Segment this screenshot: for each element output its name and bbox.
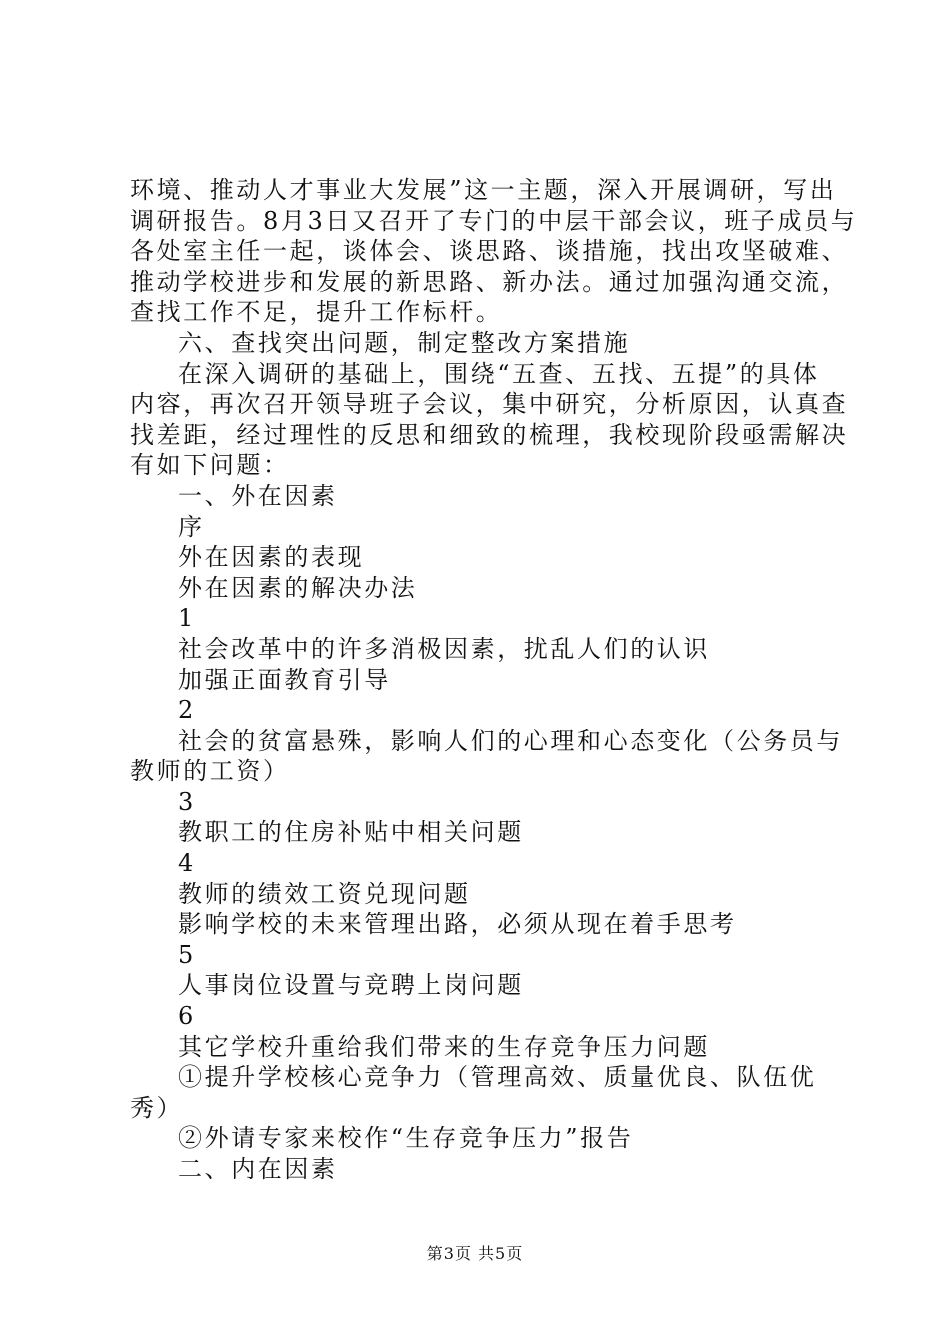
- text-line: 6: [178, 1002, 196, 1031]
- text-line: 序: [178, 512, 205, 541]
- text-line: 查找工作不足，提升工作标杆。: [130, 298, 503, 327]
- text-line: 1: [178, 604, 196, 633]
- text-line: 各处室主任一起，谈体会、谈思路、谈措施，找出攻坚破难、: [130, 237, 849, 266]
- document-body: [130, 175, 858, 1185]
- text-line: 教职工的住房补贴中相关问题: [178, 818, 524, 847]
- text-line: 人事岗位设置与竞聘上岗问题: [178, 971, 524, 1000]
- text-line: 教师的绩效工资兑现问题: [178, 879, 471, 908]
- text-line: 在深入调研的基础上，围绕“五查、五找、五提”的具体: [178, 359, 820, 388]
- text-line: 加强正面教育引导: [178, 665, 391, 694]
- text-line: 秀）: [130, 1093, 184, 1122]
- page-footer: 第3页 共5页: [426, 1244, 524, 1263]
- text-line: 社会改革中的许多消极因素，扰乱人们的认识: [178, 634, 710, 663]
- text-line: 六、查找突出问题，制定整改方案措施: [178, 328, 631, 357]
- text-line: 其它学校升重给我们带来的生存竞争压力问题: [178, 1032, 710, 1061]
- text-line: ①提升学校核心竞争力（管理高效、质量优良、队伍优: [178, 1063, 817, 1092]
- text-line: 社会的贫富悬殊，影响人们的心理和心态变化（公务员与: [178, 726, 843, 755]
- text-line: 影响学校的未来管理出路，必须从现在着手思考: [178, 910, 737, 939]
- text-line: 外在因素的表现: [178, 543, 365, 572]
- text-line: 二、内在因素: [178, 1155, 338, 1183]
- text-line: 有如下问题：: [130, 451, 290, 480]
- text-line: 环境、推动人才事业大发展”这一主题，深入开展调研，写出: [130, 176, 837, 204]
- text-line: 教师的工资）: [130, 757, 290, 786]
- text-line: ②外请专家来校作“生存竞争压力”报告: [178, 1124, 634, 1153]
- text-line: 3: [178, 787, 196, 816]
- text-line: 调研报告。8月3日又召开了专门的中层干部会议，班子成员与: [130, 206, 858, 235]
- text-line: 找差距，经过理性的反思和细致的梳理，我校现阶段亟需解决: [130, 420, 849, 449]
- text-line: 内容，再次召开领导班子会议，集中研究，分析原因，认真查: [130, 390, 849, 419]
- text-line: 外在因素的解决办法: [178, 573, 418, 602]
- text-line: 一、外在因素: [178, 481, 338, 510]
- text-line: 推动学校进步和发展的新思路、新办法。通过加强沟通交流，: [130, 267, 849, 296]
- text-line: 4: [178, 849, 196, 878]
- text-line: 5: [178, 940, 196, 969]
- text-line: 2: [178, 696, 196, 725]
